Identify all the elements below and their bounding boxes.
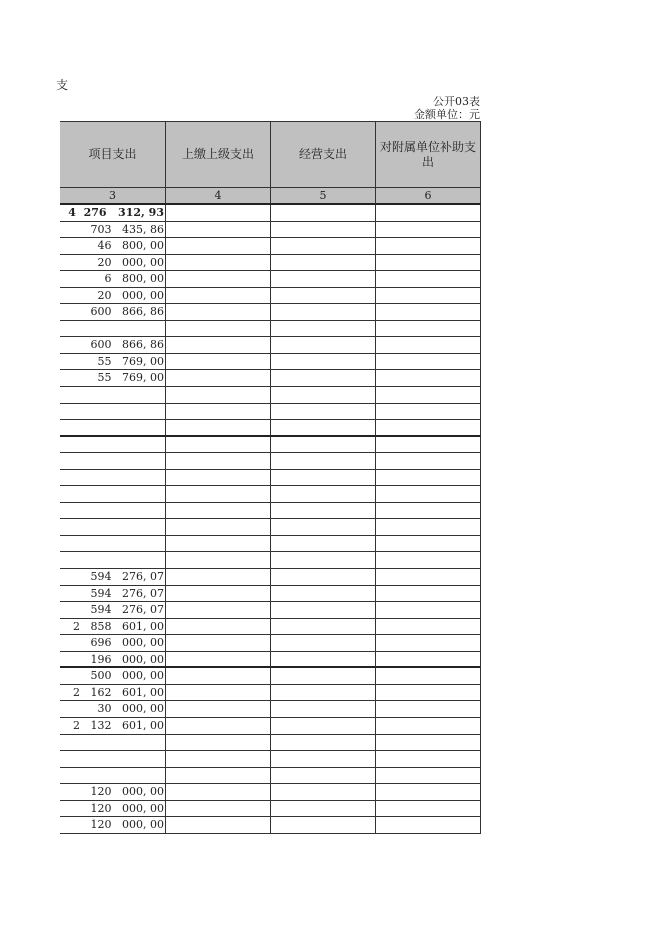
project-expenditure-amount: 2 132 601, 00 (60, 718, 166, 735)
empty-cell (166, 304, 271, 321)
empty-cell (376, 784, 481, 801)
empty-cell (271, 238, 376, 255)
empty-cell (166, 271, 271, 288)
project-expenditure-amount: 696 000, 00 (60, 635, 166, 652)
empty-cell (166, 602, 271, 619)
table-row (60, 817, 481, 834)
project-expenditure-amount: 2 162 601, 00 (60, 685, 166, 702)
empty-cell (271, 552, 376, 569)
empty-cell (271, 453, 376, 470)
project-expenditure-amount (60, 751, 166, 768)
empty-cell (271, 602, 376, 619)
table-row (60, 404, 481, 421)
empty-cell (166, 569, 271, 586)
empty-cell (166, 635, 271, 652)
empty-cell (271, 486, 376, 503)
empty-cell (376, 470, 481, 487)
column-number: 6 (376, 188, 481, 205)
empty-cell (166, 801, 271, 818)
empty-cell (376, 602, 481, 619)
empty-cell (271, 735, 376, 752)
project-expenditure-amount (60, 470, 166, 487)
empty-cell (376, 586, 481, 603)
table-row (60, 751, 481, 768)
project-expenditure-amount (60, 503, 166, 520)
empty-cell (376, 404, 481, 421)
empty-cell (271, 354, 376, 371)
empty-cell (271, 387, 376, 404)
project-expenditure-amount: 30 000, 00 (60, 701, 166, 718)
empty-cell (376, 503, 481, 520)
empty-cell (376, 817, 481, 834)
table-row (60, 536, 481, 553)
empty-cell (166, 321, 271, 338)
project-expenditure-amount (60, 519, 166, 536)
empty-cell (271, 337, 376, 354)
project-expenditure-amount: 600 866, 86 (60, 304, 166, 321)
table-row (60, 437, 481, 454)
empty-cell (271, 685, 376, 702)
table-row (60, 784, 481, 801)
empty-cell (376, 735, 481, 752)
project-expenditure-amount: 120 000, 00 (60, 784, 166, 801)
project-expenditure-amount: 594 276, 07 (60, 586, 166, 603)
table-row (60, 552, 481, 569)
empty-cell (376, 635, 481, 652)
empty-cell (376, 701, 481, 718)
empty-cell (376, 751, 481, 768)
header-remit-to-superior: 上缴上级支出 (166, 122, 271, 188)
table-row (60, 255, 481, 272)
empty-cell (166, 519, 271, 536)
empty-cell (376, 337, 481, 354)
project-expenditure-amount: 55 769, 00 (60, 354, 166, 371)
table-row (60, 222, 481, 239)
empty-cell (166, 387, 271, 404)
project-expenditure-amount (60, 387, 166, 404)
empty-cell (166, 470, 271, 487)
empty-cell (376, 238, 481, 255)
amount-unit: 金额单位：元 (414, 108, 480, 121)
empty-cell (271, 619, 376, 636)
empty-cell (376, 619, 481, 636)
table-row (60, 718, 481, 735)
table-row (60, 701, 481, 718)
empty-cell (271, 635, 376, 652)
project-expenditure-amount (60, 404, 166, 421)
empty-cell (166, 685, 271, 702)
table-row (60, 288, 481, 305)
empty-cell (166, 437, 271, 454)
empty-cell (271, 586, 376, 603)
empty-cell (166, 222, 271, 239)
table-row (60, 354, 481, 371)
empty-cell (166, 288, 271, 305)
table-row (60, 586, 481, 603)
empty-cell (166, 735, 271, 752)
table-row (60, 486, 481, 503)
empty-cell (271, 801, 376, 818)
empty-cell (376, 288, 481, 305)
project-expenditure-amount: 600 866, 86 (60, 337, 166, 354)
empty-cell (166, 552, 271, 569)
table-body (60, 205, 481, 834)
table-row (60, 238, 481, 255)
empty-cell (166, 668, 271, 685)
empty-cell (271, 470, 376, 487)
table-row (60, 503, 481, 520)
project-expenditure-amount: 4 276 312, 93 (60, 205, 166, 222)
empty-cell (166, 404, 271, 421)
empty-cell (271, 701, 376, 718)
project-expenditure-amount (60, 437, 166, 454)
project-expenditure-amount: 594 276, 07 (60, 569, 166, 586)
table-row (60, 304, 481, 321)
empty-cell (166, 817, 271, 834)
empty-cell (376, 354, 481, 371)
project-expenditure-amount (60, 453, 166, 470)
empty-cell (376, 552, 481, 569)
empty-cell (271, 519, 376, 536)
empty-cell (271, 503, 376, 520)
empty-cell (271, 420, 376, 437)
empty-cell (376, 668, 481, 685)
project-expenditure-amount: 500 000, 00 (60, 668, 166, 685)
empty-cell (376, 536, 481, 553)
empty-cell (376, 569, 481, 586)
project-expenditure-amount (60, 552, 166, 569)
project-expenditure-amount (60, 735, 166, 752)
empty-cell (376, 718, 481, 735)
header-project-expenditure: 项目支出 (60, 122, 166, 188)
empty-cell (271, 652, 376, 669)
project-expenditure-amount (60, 420, 166, 437)
header-subsidy-to-affiliates: 对附属单位补助支出 (376, 122, 481, 188)
empty-cell (376, 519, 481, 536)
empty-cell (166, 255, 271, 272)
empty-cell (166, 619, 271, 636)
empty-cell (271, 668, 376, 685)
project-expenditure-amount: 120 000, 00 (60, 801, 166, 818)
project-expenditure-amount: 703 435, 86 (60, 222, 166, 239)
empty-cell (166, 503, 271, 520)
table-row (60, 619, 481, 636)
empty-cell (376, 321, 481, 338)
empty-cell (376, 370, 481, 387)
table-row (60, 602, 481, 619)
empty-cell (271, 404, 376, 421)
empty-cell (166, 652, 271, 669)
table-row (60, 453, 481, 470)
project-expenditure-amount: 6 800, 00 (60, 271, 166, 288)
table-row (60, 470, 481, 487)
table-row (60, 420, 481, 437)
empty-cell (271, 370, 376, 387)
empty-cell (166, 205, 271, 222)
empty-cell (376, 205, 481, 222)
project-expenditure-amount: 2 858 601, 00 (60, 619, 166, 636)
empty-cell (271, 751, 376, 768)
empty-cell (376, 222, 481, 239)
empty-cell (166, 718, 271, 735)
project-expenditure-amount: 20 000, 00 (60, 288, 166, 305)
empty-cell (376, 453, 481, 470)
table-row (60, 370, 481, 387)
column-number: 4 (166, 188, 271, 205)
project-expenditure-amount: 46 800, 00 (60, 238, 166, 255)
empty-cell (271, 768, 376, 785)
empty-cell (166, 337, 271, 354)
expenditure-table (60, 121, 481, 834)
empty-cell (376, 271, 481, 288)
empty-cell (376, 685, 481, 702)
project-expenditure-amount (60, 536, 166, 553)
empty-cell (166, 784, 271, 801)
empty-cell (271, 222, 376, 239)
table-header-row (60, 121, 481, 188)
project-expenditure-amount: 196 000, 00 (60, 652, 166, 669)
table-row (60, 519, 481, 536)
empty-cell (166, 701, 271, 718)
project-expenditure-amount: 20 000, 00 (60, 255, 166, 272)
empty-cell (166, 768, 271, 785)
project-expenditure-amount: 55 769, 00 (60, 370, 166, 387)
project-expenditure-amount (60, 768, 166, 785)
empty-cell (166, 536, 271, 553)
table-row (60, 768, 481, 785)
project-expenditure-amount (60, 321, 166, 338)
empty-cell (271, 321, 376, 338)
empty-cell (271, 288, 376, 305)
empty-cell (271, 817, 376, 834)
table-row (60, 685, 481, 702)
empty-cell (166, 238, 271, 255)
header-operating-expenditure: 经营支出 (271, 122, 376, 188)
table-row (60, 387, 481, 404)
empty-cell (271, 255, 376, 272)
column-number: 5 (271, 188, 376, 205)
report-title-fragment: 支 (56, 78, 69, 92)
empty-cell (166, 420, 271, 437)
empty-cell (271, 304, 376, 321)
empty-cell (376, 387, 481, 404)
table-row (60, 569, 481, 586)
table-row (60, 652, 481, 669)
empty-cell (166, 486, 271, 503)
empty-cell (271, 784, 376, 801)
table-row (60, 668, 481, 685)
empty-cell (166, 751, 271, 768)
column-number: 3 (60, 188, 166, 205)
empty-cell (376, 304, 481, 321)
table-row (60, 635, 481, 652)
empty-cell (376, 652, 481, 669)
empty-cell (376, 801, 481, 818)
empty-cell (271, 718, 376, 735)
empty-cell (271, 536, 376, 553)
table-row (60, 735, 481, 752)
project-expenditure-amount (60, 486, 166, 503)
project-expenditure-amount: 120 000, 00 (60, 817, 166, 834)
empty-cell (376, 768, 481, 785)
table-row (60, 337, 481, 354)
empty-cell (376, 420, 481, 437)
table-row (60, 271, 481, 288)
table-row (60, 205, 481, 222)
form-code: 公开03表 (433, 95, 480, 108)
empty-cell (271, 205, 376, 222)
empty-cell (271, 569, 376, 586)
column-number-row (60, 188, 481, 205)
table-row (60, 801, 481, 818)
project-expenditure-amount: 594 276, 07 (60, 602, 166, 619)
empty-cell (271, 271, 376, 288)
empty-cell (376, 486, 481, 503)
empty-cell (166, 586, 271, 603)
empty-cell (166, 354, 271, 371)
empty-cell (166, 370, 271, 387)
empty-cell (376, 255, 481, 272)
empty-cell (376, 437, 481, 454)
empty-cell (271, 437, 376, 454)
table-row (60, 321, 481, 338)
empty-cell (166, 453, 271, 470)
